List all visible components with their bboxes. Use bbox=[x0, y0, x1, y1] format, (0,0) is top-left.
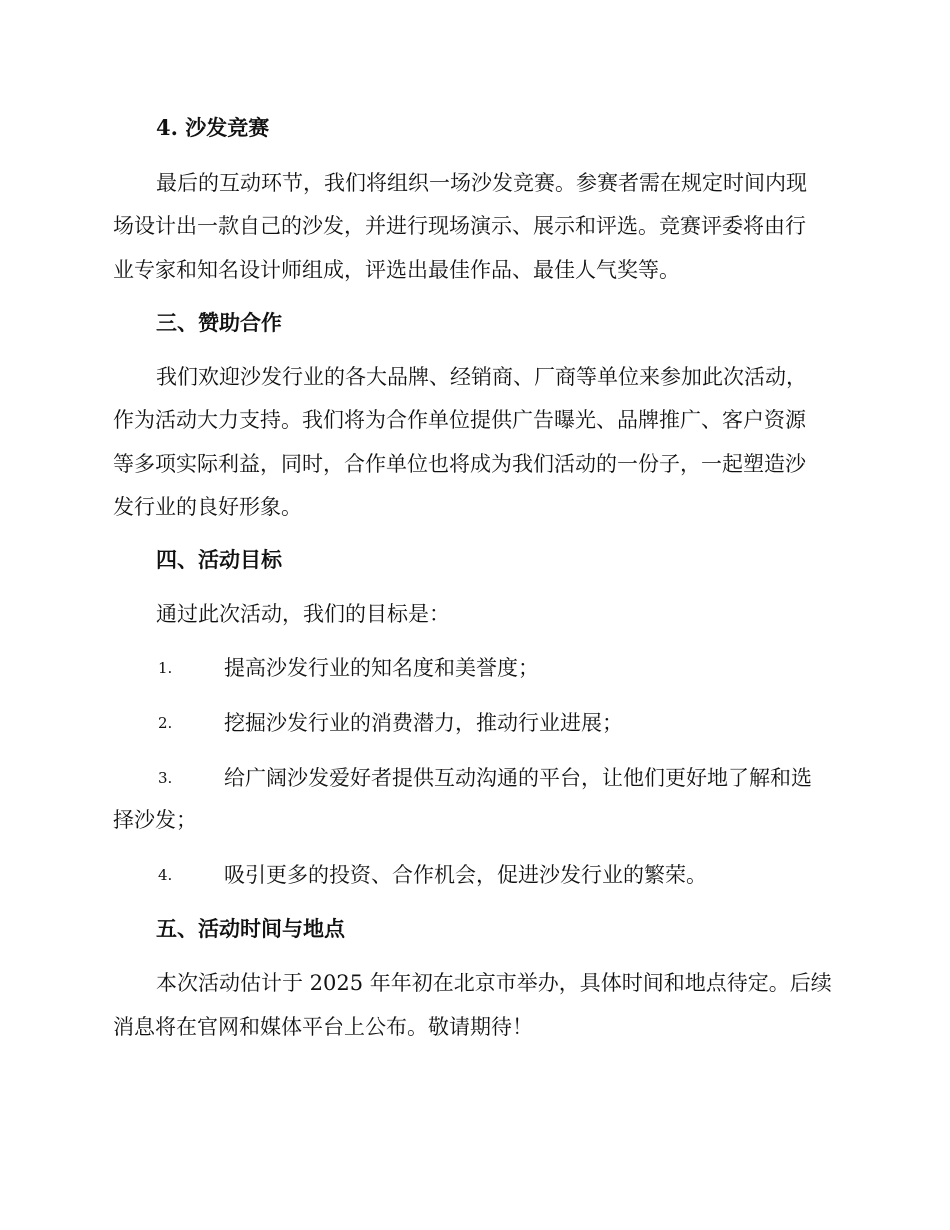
list-item-text: 提高沙发行业的知名度和美誉度； bbox=[224, 656, 539, 680]
section-heading-time-place: 五、活动时间与地点 bbox=[156, 916, 345, 941]
paragraph-line: 发行业的良好形象。 bbox=[113, 495, 302, 519]
list-item-number: 1. bbox=[158, 659, 173, 677]
paragraph-line: 本次活动估计于 2025 年年初在北京市举办，具体时间和地点待定。后续 bbox=[156, 971, 832, 995]
list-item-text: 吸引更多的投资、合作机会，促进沙发行业的繁荣。 bbox=[224, 863, 707, 887]
paragraph-line: 业专家和知名设计师组成，评选出最佳作品、最佳人气奖等。 bbox=[113, 258, 680, 282]
paragraph-line: 等多项实际利益，同时，合作单位也将成为我们活动的一份子，一起塑造沙 bbox=[113, 452, 806, 476]
paragraph-line: 消息将在官网和媒体平台上公布。敬请期待！ bbox=[113, 1015, 533, 1039]
list-item-number: 2. bbox=[158, 714, 173, 732]
list-item-text: 挖掘沙发行业的消费潜力，推动行业进展； bbox=[224, 711, 623, 735]
paragraph-line: 场设计出一款自己的沙发，并进行现场演示、展示和评选。竞赛评委将由行 bbox=[113, 214, 806, 238]
paragraph-line: 作为活动大力支持。我们将为合作单位提供广告曝光、品牌推广、客户资源 bbox=[113, 408, 806, 432]
section-heading-goals: 四、活动目标 bbox=[156, 547, 282, 572]
list-item-text-continuation: 择沙发； bbox=[113, 808, 197, 832]
list-item-number: 3. bbox=[158, 769, 173, 787]
list-item-text: 给广阔沙发爱好者提供互动沟通的平台，让他们更好地了解和选 bbox=[224, 766, 812, 790]
paragraph-line: 最后的互动环节，我们将组织一场沙发竞赛。参赛者需在规定时间内现 bbox=[156, 171, 807, 195]
goals-intro: 通过此次活动，我们的目标是： bbox=[156, 602, 450, 626]
paragraph-line: 我们欢迎沙发行业的各大品牌、经销商、厂商等单位来参加此次活动， bbox=[156, 365, 807, 389]
section-heading-sponsorship: 三、赞助合作 bbox=[156, 310, 282, 335]
section-heading-competition: 4. 沙发竞赛 bbox=[156, 115, 270, 140]
list-item-number: 4. bbox=[158, 866, 173, 884]
